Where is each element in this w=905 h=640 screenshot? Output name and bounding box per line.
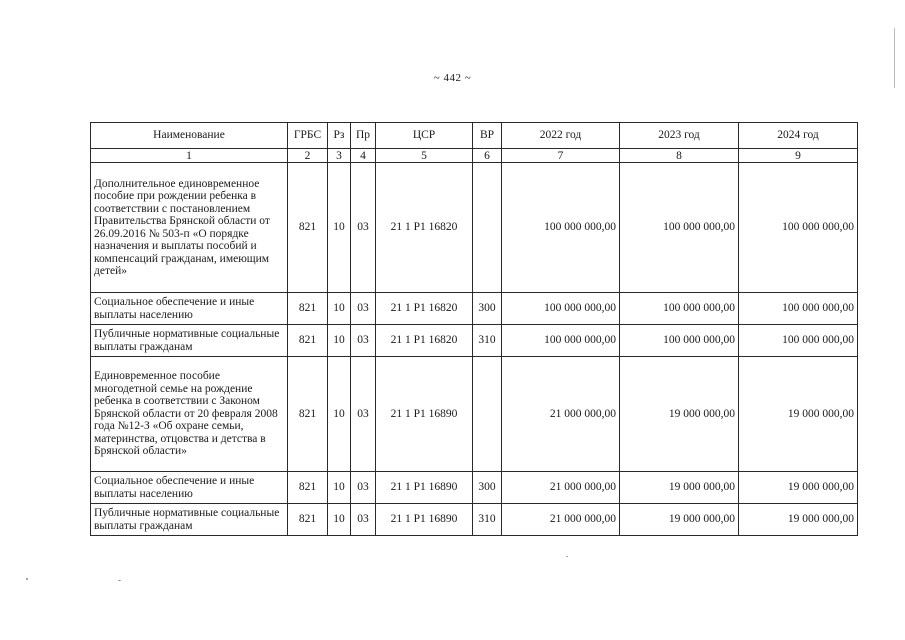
row-grbs: 821 [288, 325, 328, 357]
row-vr [473, 357, 502, 472]
header-cell-pr: Пр [351, 123, 376, 149]
row-name: Публичные нормативные социальные выплаты гражданам [91, 325, 288, 357]
header-cell-name: Наименование [91, 123, 288, 149]
row-amount-2024: 19 000 000,00 [739, 504, 858, 536]
row-amount-2023: 19 000 000,00 [620, 357, 739, 472]
row-pr: 03 [351, 163, 376, 293]
row-amount-2022: 21 000 000,00 [502, 357, 620, 472]
row-name: Социальное обеспечение и иные выплаты населению [91, 293, 288, 325]
scan-speck [26, 578, 28, 580]
table-header-row [91, 123, 858, 149]
row-pr: 03 [351, 293, 376, 325]
column-number: 3 [328, 149, 351, 163]
row-pr: 03 [351, 357, 376, 472]
row-name: Социальное обеспечение и иные выплаты населению [91, 472, 288, 504]
column-number: 5 [376, 149, 473, 163]
column-number: 6 [473, 149, 502, 163]
column-number: 2 [288, 149, 328, 163]
table-row [91, 163, 858, 293]
row-grbs: 821 [288, 357, 328, 472]
row-rz: 10 [328, 293, 351, 325]
header-cell-rz: Рз [328, 123, 351, 149]
scan-speck [566, 556, 568, 557]
row-pr: 03 [351, 472, 376, 504]
row-grbs: 821 [288, 472, 328, 504]
row-vr [473, 163, 502, 293]
row-grbs: 821 [288, 504, 328, 536]
row-grbs: 821 [288, 293, 328, 325]
row-csr: 21 1 Р1 16820 [376, 293, 473, 325]
table-row [91, 472, 858, 504]
column-number-row [91, 149, 858, 163]
row-vr: 310 [473, 504, 502, 536]
row-csr: 21 1 Р1 16890 [376, 472, 473, 504]
row-amount-2022: 21 000 000,00 [502, 472, 620, 504]
row-pr: 03 [351, 325, 376, 357]
table-row [91, 504, 858, 536]
row-amount-2023: 100 000 000,00 [620, 163, 739, 293]
row-name: Дополнительное единовременное пособие при рождении ребенка в соответствии с постановлением Правительства Брянской области от 26.09.2016 № 503-п «О порядке назначения и выплаты пособий и компенсаций гражданам, имеющим детей» [91, 163, 288, 293]
table-row [91, 293, 858, 325]
header-cell-2024: 2024 год [739, 123, 858, 149]
row-amount-2024: 19 000 000,00 [739, 357, 858, 472]
budget-table [90, 122, 858, 536]
column-number: 1 [91, 149, 288, 163]
scan-speck [118, 580, 121, 581]
row-csr: 21 1 Р1 16820 [376, 163, 473, 293]
row-rz: 10 [328, 357, 351, 472]
row-name: Публичные нормативные социальные выплаты гражданам [91, 504, 288, 536]
page-number: ~ 442 ~ [433, 72, 472, 84]
row-vr: 310 [473, 325, 502, 357]
header-cell-vr: ВР [473, 123, 502, 149]
row-rz: 10 [328, 504, 351, 536]
column-number: 7 [502, 149, 620, 163]
row-amount-2022: 100 000 000,00 [502, 163, 620, 293]
row-amount-2023: 19 000 000,00 [620, 472, 739, 504]
row-amount-2022: 100 000 000,00 [502, 293, 620, 325]
header-cell-2023: 2023 год [620, 123, 739, 149]
header-cell-csr: ЦСР [376, 123, 473, 149]
row-amount-2024: 100 000 000,00 [739, 325, 858, 357]
row-pr: 03 [351, 504, 376, 536]
row-amount-2024: 100 000 000,00 [739, 163, 858, 293]
row-amount-2022: 21 000 000,00 [502, 504, 620, 536]
row-rz: 10 [328, 325, 351, 357]
row-amount-2022: 100 000 000,00 [502, 325, 620, 357]
column-number: 9 [739, 149, 858, 163]
row-rz: 10 [328, 472, 351, 504]
row-amount-2023: 19 000 000,00 [620, 504, 739, 536]
row-csr: 21 1 Р1 16820 [376, 325, 473, 357]
row-name: Единовременное пособие многодетной семье на рождение ребенка в соответствии с Законом Брянской области от 20 февраля 2008 года №12-З «Об охране семьи, материнства, отцовства и детства в Брянской области» [91, 357, 288, 472]
row-vr: 300 [473, 472, 502, 504]
row-amount-2024: 19 000 000,00 [739, 472, 858, 504]
header-cell-2022: 2022 год [502, 123, 620, 149]
row-amount-2023: 100 000 000,00 [620, 293, 739, 325]
column-number: 4 [351, 149, 376, 163]
row-grbs: 821 [288, 163, 328, 293]
row-amount-2024: 100 000 000,00 [739, 293, 858, 325]
row-csr: 21 1 Р1 16890 [376, 357, 473, 472]
row-csr: 21 1 Р1 16890 [376, 504, 473, 536]
column-number: 8 [620, 149, 739, 163]
row-vr: 300 [473, 293, 502, 325]
table-row [91, 325, 858, 357]
row-rz: 10 [328, 163, 351, 293]
table-row [91, 357, 858, 472]
header-cell-grbs: ГРБС [288, 123, 328, 149]
row-amount-2023: 100 000 000,00 [620, 325, 739, 357]
